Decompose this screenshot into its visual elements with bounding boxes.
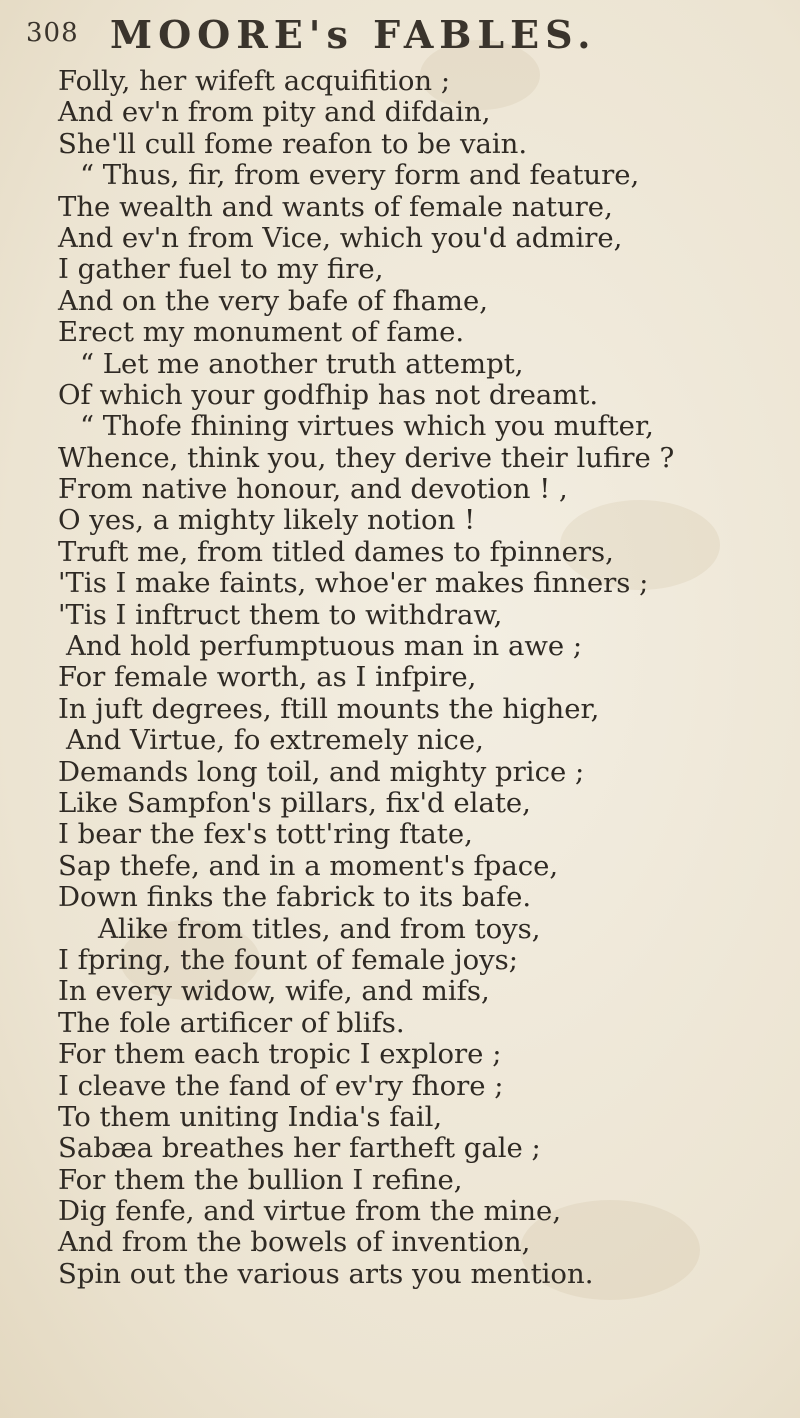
poem-line: And ev'n from Vice, which you'd admire, [58, 221, 623, 254]
poem-line: The fole artificer of blifs. [58, 1006, 405, 1039]
page-header [0, 8, 800, 68]
poem-line: I cleave the fand of ev'ry fhore ; [58, 1069, 504, 1102]
poem-line: “ Thofe fhining virtues which you mufter, [80, 410, 654, 443]
poem-line: Folly, her wifeft acquifition ; [58, 65, 451, 97]
poem-line: The wealth and wants of female nature, [58, 190, 613, 223]
poem-line: O yes, a mighty likely notion ! [58, 504, 476, 537]
poem-text [58, 66, 788, 1290]
poem-line: Like Sampfon's pillars, fix'd elate, [58, 786, 531, 819]
running-title: MOORE's FABLES. [110, 12, 597, 57]
poem-line: “ Let me another truth attempt, [80, 347, 524, 380]
poem-line: For female worth, as I infpire, [58, 661, 477, 694]
poem-line: And Virtue, fo extremely nice, [66, 724, 484, 757]
poem-line: I bear the fex's tott'ring ftate, [58, 818, 473, 851]
poem-line: Demands long toil, and mighty price ; [58, 755, 585, 788]
poem-line: And on the very bafe of fhame, [58, 284, 488, 317]
poem-line: For them each tropic I explore ; [58, 1038, 502, 1071]
poem-line: In juft degrees, ftill mounts the higher, [58, 692, 600, 725]
poem-line: 'Tis I make faints, whoe'er makes finners ; [58, 567, 649, 600]
poem-line: And hold perfumptuous man in awe ; [66, 630, 583, 663]
poem-line: 'Tis I inftruct them to withdraw, [58, 598, 503, 631]
poem-line: And ev'n from pity and difdain, [58, 96, 491, 129]
poem-line: Truft me, from titled dames to fpinners, [58, 535, 614, 568]
poem-line: Dig fenfe, and virtue from the mine, [58, 1195, 562, 1228]
poem-line: Of which your godfhip has not dreamt. [58, 378, 599, 411]
poem-line: Sabæa breathes her fartheft gale ; [58, 1132, 541, 1165]
poem-line: I fpring, the fount of female joys; [58, 943, 519, 976]
poem-line: I gather fuel to my fire, [58, 253, 384, 286]
poem-line: Spin out the various arts you mention. [58, 1257, 594, 1290]
poem-line: For them the bullion I refine, [58, 1163, 463, 1196]
poem-line: To them uniting India's fail, [58, 1100, 443, 1133]
poem-line: Alike from titles, and from toys, [98, 912, 541, 945]
poem-line: Sap thefe, and in a moment's fpace, [58, 849, 559, 882]
poem-line: From native honour, and devotion ! , [58, 473, 568, 506]
poem-line: She'll cull fome reafon to be vain. [58, 127, 528, 160]
poem-line: Erect my monument of fame. [58, 316, 465, 349]
poem-line: “ Thus, fir, from every form and feature, [80, 159, 640, 192]
page-number: 308 [26, 18, 79, 48]
poem-line: Whence, think you, they derive their lufire ? [58, 441, 675, 474]
poem-line: And from the bowels of invention, [58, 1226, 531, 1259]
poem-line: In every widow, wife, and mifs, [58, 975, 490, 1008]
poem-line: Down finks the fabrick to its bafe. [58, 881, 532, 914]
